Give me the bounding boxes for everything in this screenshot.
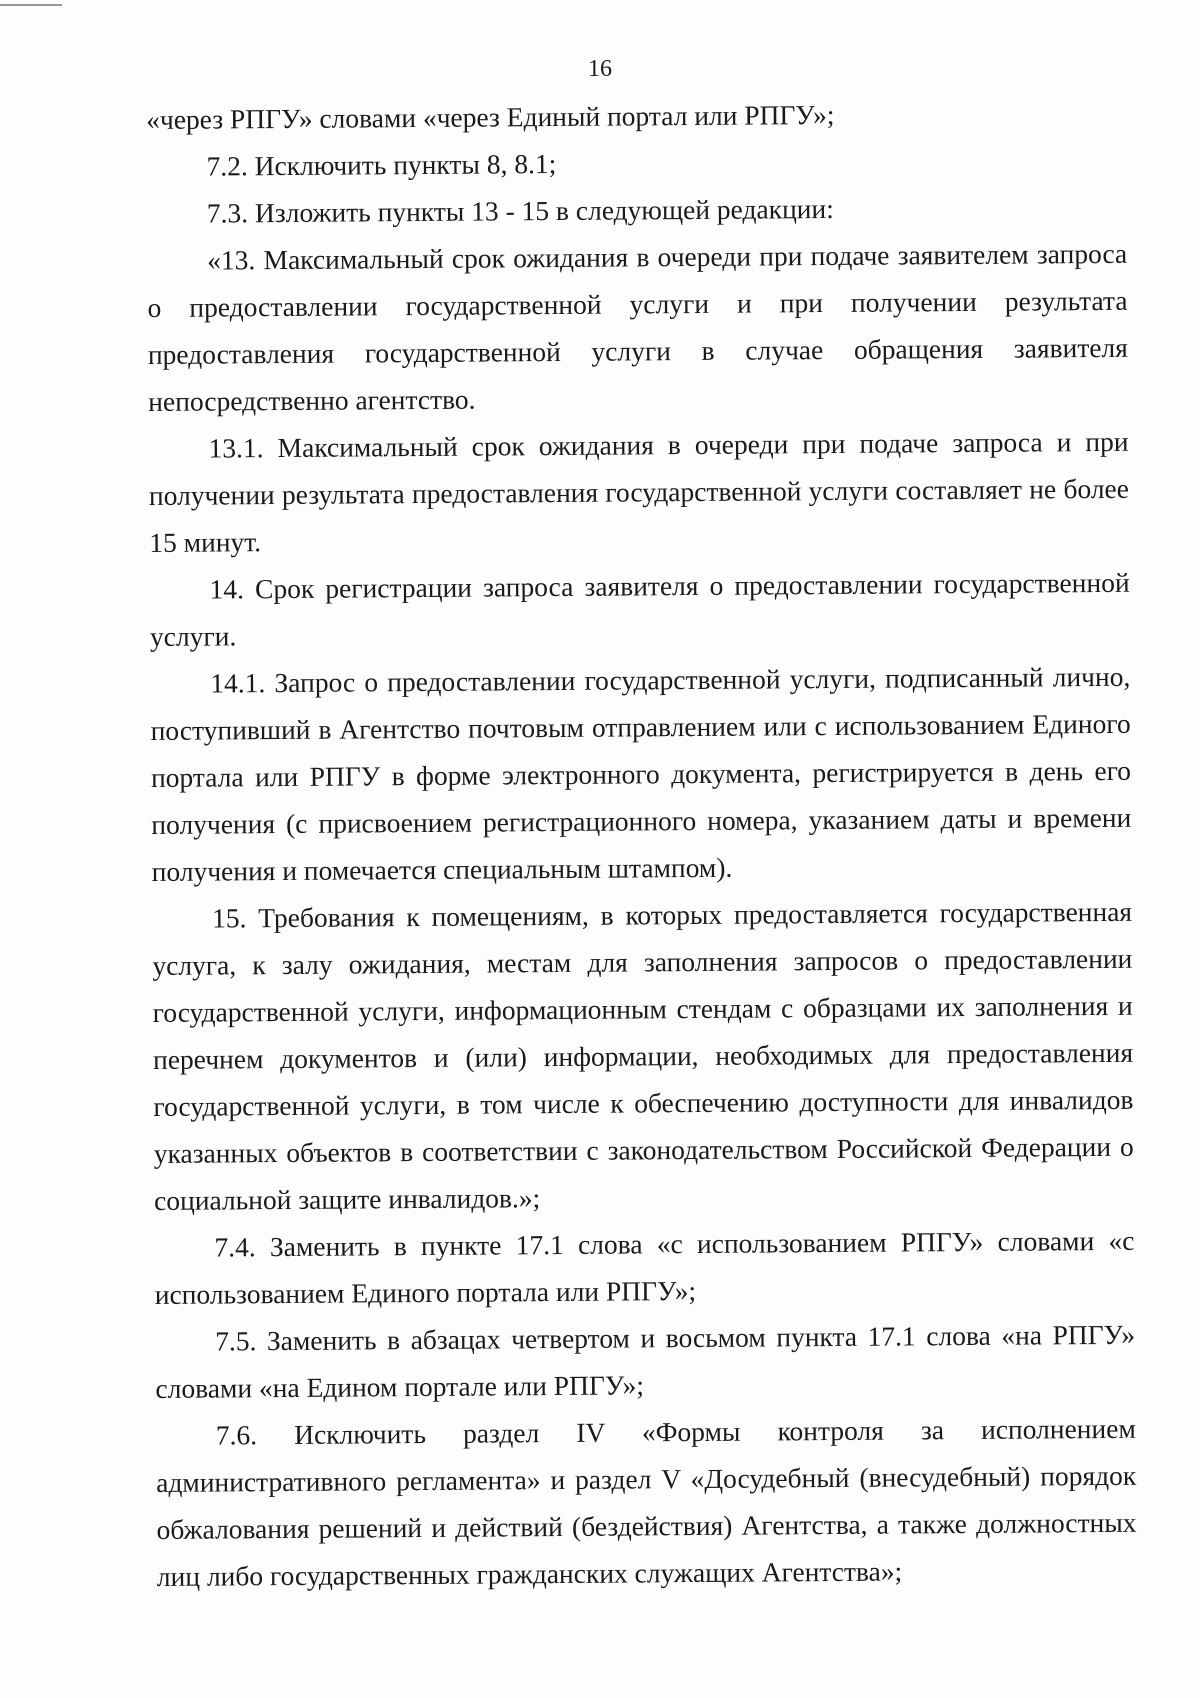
paragraph-14: 14. Срок регистрации запроса заявителя о предоставлении государственной услуги.	[149, 566, 1130, 652]
paragraph-7-6: 7.6. Исключить раздел IV «Формы контроля за исполнением административного регламента» и раздел V «Досудебный (внесудебный) порядок обжалования решений и действий (бездействия) Агентства, а также должностных лиц либо государственных гражданских служащих Агентства»;	[156, 1412, 1137, 1592]
paragraph-7-5: 7.5. Заменить в абзацах четвертом и восьмом пункта 17.1 слова «на РПГУ» словами «на Едином портале или РПГУ»;	[155, 1318, 1136, 1404]
paragraph-continuation: «через РПГУ» словами «через Единый портал или РПГУ»;	[146, 98, 835, 135]
paragraph-15: 15. Требования к помещениям, в которых предоставляется государственная услуга, к залу ожидания, местам для заполнения запросов о предоставлении государственной услуги, информационным стендам с образцами их заполнения и перечнем документов и (или) информации, необходимых для предоставления государственной услуги, в том числе к обеспечению доступности для инвалидов указанных объектов в соответствии с законодательством Российской Федерации о социальной защите инвалидов.»;	[152, 895, 1134, 1216]
paragraph-7-3: 7.3. Изложить пункты 13 - 15 в следующей редакции:	[206, 192, 834, 229]
page-number: 16	[588, 56, 612, 82]
paragraph-14-1: 14.1. Запрос о предоставлении государственной услуги, подписанный лично, поступивший в Агентство почтовым отправлением или с использованием Единого портала или РПГУ в форме электронного документа, регистрируется в день его получения (с присвоением регистрационного номера, указанием даты и времени получения и помечается специальным штампом).	[150, 660, 1132, 887]
document-body	[146, 89, 1137, 1600]
paragraph-13-1: 13.1. Максимальный срок ожидания в очереди при подаче запроса и при получении результата предоставления государственной услуги составляет не более 15 минут.	[148, 425, 1130, 558]
paragraph-13: «13. Максимальный срок ожидания в очереди при подаче заявителем запроса о предоставлении государственной услуги и при получении результата предоставления государственной услуги в случае обращения заявителя непосредственно агентство.	[147, 237, 1128, 417]
paragraph-7-4: 7.4. Заменить в пункте 17.1 слова «с использованием РПГУ» словами «с использованием Единого портала или РПГУ»;	[154, 1224, 1135, 1310]
paragraph-7-2: 7.2. Исключить пункты 8, 8.1;	[206, 147, 557, 182]
scan-edge-mark	[0, 0, 62, 6]
